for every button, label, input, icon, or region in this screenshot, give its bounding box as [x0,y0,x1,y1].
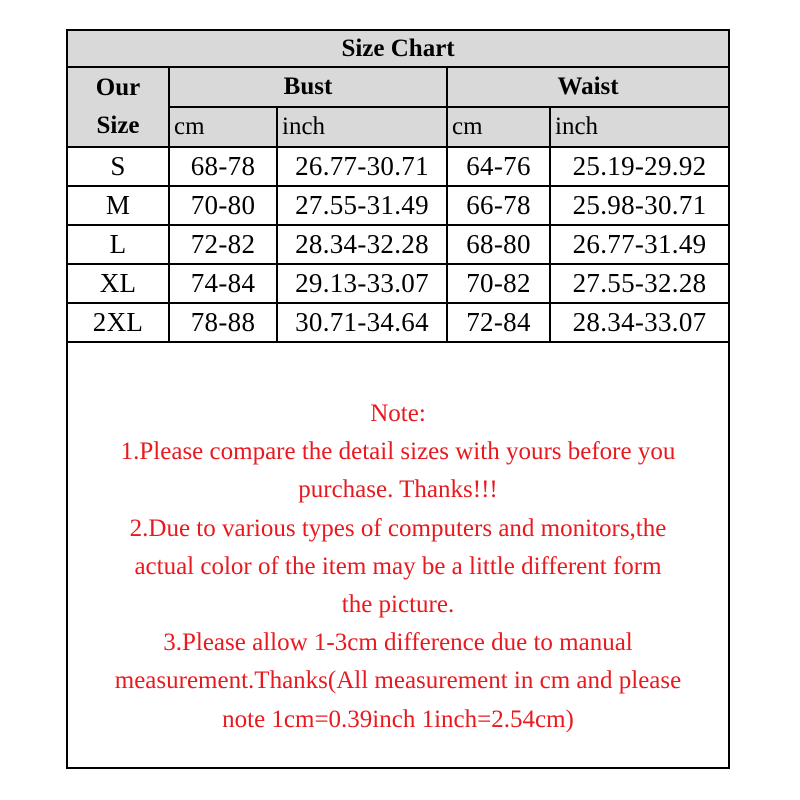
waist-header: Waist [447,67,728,107]
header-row-groups [68,67,728,107]
bust-inch-header: inch [277,107,447,147]
note-line: note 1cm=0.39inch 1inch=2.54cm) [222,705,574,733]
note-line: the picture. [341,591,455,619]
size-cell: XL [68,264,169,303]
bust-header: Bust [169,67,447,107]
note-line: purchase. Thanks!!! [298,476,498,504]
table-title: Size Chart [68,31,728,67]
waist-inch-cell: 26.77-31.49 [550,225,728,264]
waist-inch-cell: 25.98-30.71 [550,186,728,225]
waist-cm-cell: 68-80 [447,225,550,264]
notes-heading: Note: [370,400,426,427]
bust-cm-header: cm [169,107,277,147]
size-cell: L [68,225,169,264]
bust-inch-cell: 26.77-30.71 [277,147,447,186]
waist-cm-header: cm [447,107,550,147]
bust-inch-cell: 29.13-33.07 [277,264,447,303]
size-chart-frame [66,29,730,769]
waist-inch-cell: 25.19-29.92 [550,147,728,186]
note-line: 1.Please compare the detail sizes with yours before you [120,438,676,466]
table-row [68,225,728,264]
notes-section [68,395,728,739]
note-line: 2.Due to various types of computers and monitors,the [129,514,667,542]
waist-cm-cell: 72-84 [447,303,550,342]
bust-cm-cell: 78-88 [169,303,277,342]
note-line: 3.Please allow 1-3cm difference due to manual [163,629,633,657]
size-cell: M [68,186,169,225]
our-size-header [68,67,169,147]
bust-cm-cell: 74-84 [169,264,277,303]
our-size-header-line1: Our [95,74,141,101]
bust-cm-cell: 72-82 [169,225,277,264]
bust-cm-cell: 68-78 [169,147,277,186]
bust-inch-cell: 30.71-34.64 [277,303,447,342]
waist-inch-cell: 27.55-32.28 [550,264,728,303]
note-line: measurement.Thanks(All measurement in cm and please [114,667,682,695]
waist-cm-cell: 64-76 [447,147,550,186]
bust-inch-cell: 28.34-32.28 [277,225,447,264]
table-row [68,264,728,303]
table-row [68,186,728,225]
table-row [68,303,728,342]
size-cell: S [68,147,169,186]
waist-inch-header: inch [550,107,728,147]
bust-inch-cell: 27.55-31.49 [277,186,447,225]
waist-cm-cell: 70-82 [447,264,550,303]
table-row [68,147,728,186]
title-row [68,31,728,67]
note-line: actual color of the item may be a little different form [134,552,662,580]
waist-inch-cell: 28.34-33.07 [550,303,728,342]
size-cell: 2XL [68,303,169,342]
our-size-header-line2: Size [96,112,140,139]
size-chart-table [68,31,728,343]
waist-cm-cell: 66-78 [447,186,550,225]
bust-cm-cell: 70-80 [169,186,277,225]
